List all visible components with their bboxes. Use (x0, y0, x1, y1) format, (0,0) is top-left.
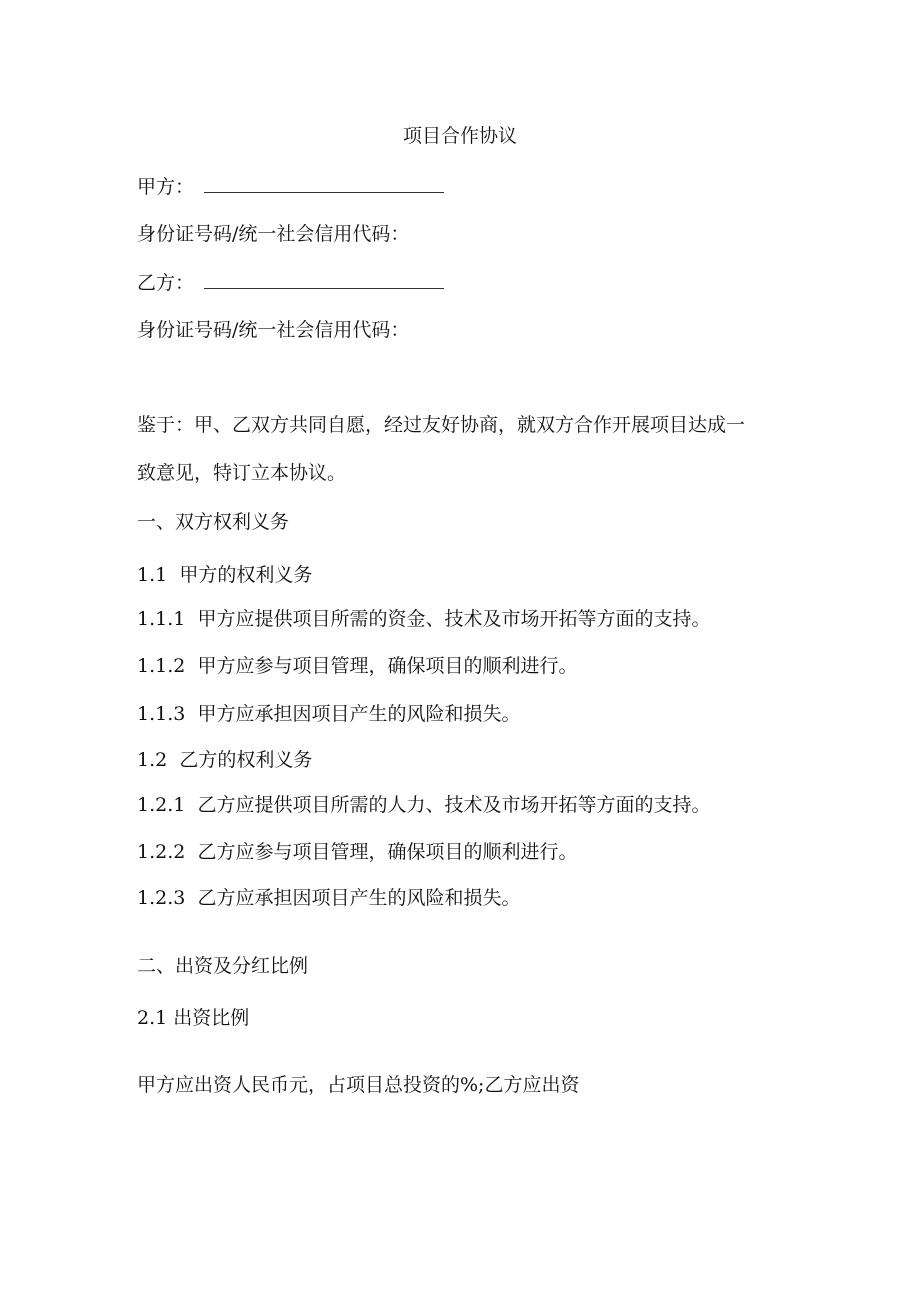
clause-1-2-1 (137, 793, 710, 817)
clause-number: 1.1.2 (137, 655, 186, 677)
investment-text: 甲方应出资人民币元，占项目总投资的%;乙方应出资 (137, 1074, 580, 1096)
clause-number: 1.1.3 (137, 703, 186, 725)
party-a-line (137, 174, 444, 199)
clause-2-1: 2.1 出资比例 (137, 1007, 250, 1029)
party-a-id-label: 身份证号码/统一社会信用代码： (137, 223, 410, 245)
clause-1-2 (137, 748, 312, 772)
preamble-line-2: 致意见，特订立本协议。 (137, 462, 347, 484)
party-b-blank (204, 270, 444, 289)
clause-1-1-1 (137, 607, 710, 631)
clause-text: 乙方应承担因项目产生的风险和损失。 (197, 887, 521, 909)
clause-text: 甲方的权利义务 (179, 564, 313, 586)
clause-1-2-3 (137, 886, 520, 910)
party-a-blank (204, 174, 444, 193)
clause-1-2-2 (137, 840, 577, 864)
clause-text: 甲方应参与项目管理，确保项目的顺利进行。 (197, 655, 578, 677)
clause-text: 乙方应参与项目管理，确保项目的顺利进行。 (197, 841, 578, 863)
party-b-label: 乙方： (137, 272, 195, 294)
preamble-line-1: 鉴于：甲、乙双方共同自愿，经过友好协商，就双方合作开展项目达成一 (137, 414, 746, 436)
section-1-heading: 一、双方权利义务 (137, 511, 290, 533)
clause-text: 甲方应承担因项目产生的风险和损失。 (197, 703, 521, 725)
section-2-heading: 二、出资及分红比例 (137, 955, 309, 977)
party-a-label: 甲方： (137, 176, 195, 198)
clause-1-1 (137, 563, 312, 587)
clause-1-1-3 (137, 702, 520, 726)
clause-text: 乙方应提供项目所需的人力、技术及市场开拓等方面的支持。 (197, 794, 711, 816)
clause-number: 1.2.2 (137, 841, 186, 863)
document-title: 项目合作协议 (402, 125, 517, 147)
party-b-line (137, 270, 444, 295)
clause-number: 1.1 (137, 564, 168, 586)
clause-number: 1.2.3 (137, 887, 186, 909)
party-b-id-label: 身份证号码/统一社会信用代码： (137, 319, 410, 341)
clause-text: 乙方的权利义务 (179, 749, 313, 771)
clause-number: 1.2.1 (137, 794, 186, 816)
clause-number: 1.2 (137, 749, 168, 771)
clause-text: 甲方应提供项目所需的资金、技术及市场开拓等方面的支持。 (197, 608, 711, 630)
clause-1-1-2 (137, 654, 577, 678)
clause-number: 1.1.1 (137, 608, 186, 630)
